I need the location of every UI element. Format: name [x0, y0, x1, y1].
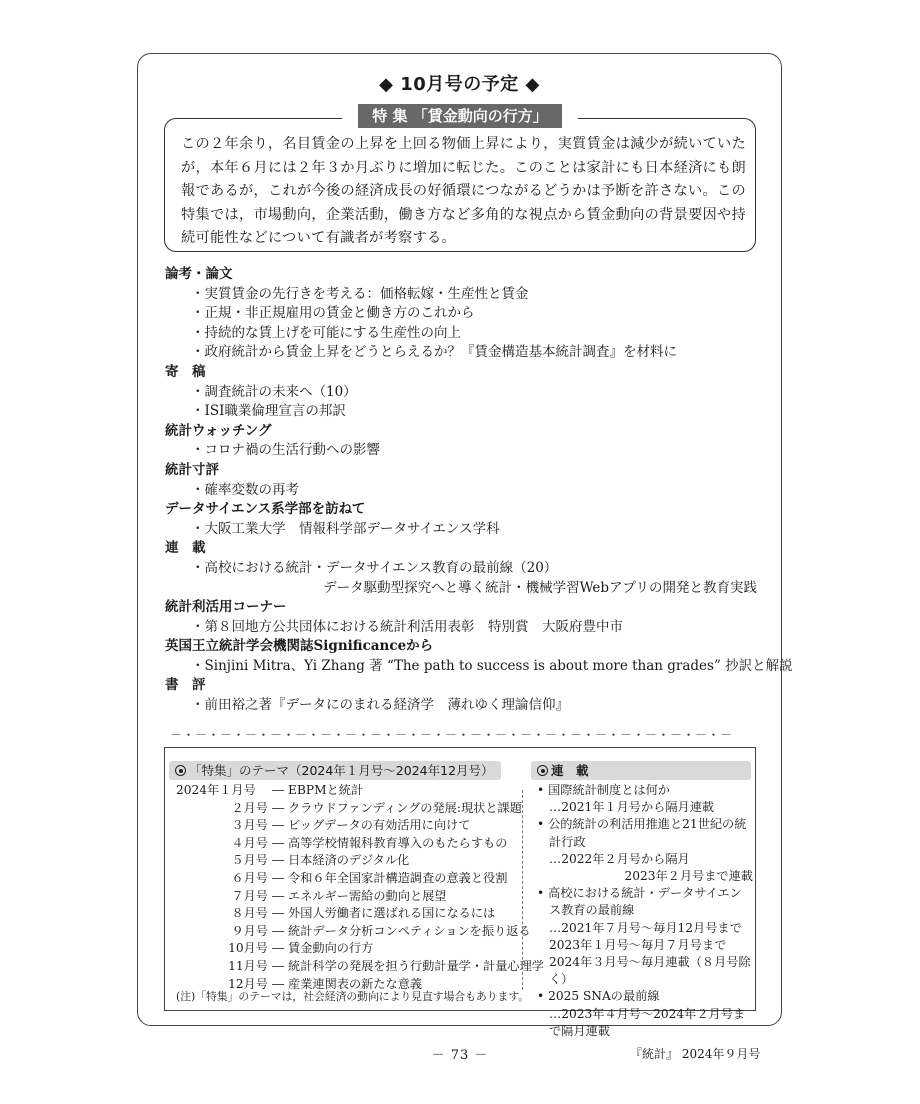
serial-line: • 国際統計制度とは何か: [537, 783, 670, 797]
theme-month: ８月号: [231, 906, 268, 921]
toc-item: ・政府統計から賃金上昇をどうとらえるか？『賃金構造基本統計調査』を材料に: [191, 344, 677, 361]
toc-item: ・コロナ禍の生活行動への影響: [191, 442, 380, 459]
toc-category: 統計寸評: [165, 461, 219, 478]
feature-header: [342, 104, 578, 128]
theme-row: [176, 782, 516, 800]
toc-item: ・大阪工業大学 情報科学部データサイエンス学科: [191, 520, 500, 537]
intro-text: この２年余り，名目賃金の上昇を上回る物価上昇により，実質賃金は減少が続いていたが，本年６月には２年３か月ぶりに増加に転じた。このことは家計にも日本経済にも朗報であるが，これが今後の経済成長の好循環につながるどうかは予断を許さない。この特集では，市場動向，企業活動，働き方など多角的な視点から賃金動向の背景要因や持続可能性などについて有識者が考察する。: [181, 136, 747, 247]
bullseye-icon: [537, 765, 548, 776]
theme-month: ４月号: [231, 835, 268, 850]
theme-title: ― 令和６年全国家計構造調査の意義と役割: [272, 870, 508, 885]
theme-title: ― 統計データ分析コンペティションを振り返る: [272, 923, 531, 938]
column-divider: [522, 790, 523, 990]
serial-line: • 2025 SNAの最前線: [537, 989, 660, 1004]
theme-row: [176, 852, 516, 870]
theme-title: ― 日本経済のデジタル化: [272, 853, 410, 868]
theme-title: ― 産業連関表の新たな意義: [272, 976, 423, 991]
theme-title: ― ビッグデータの有効活用に向けて: [272, 818, 471, 833]
serial-line: …2022年２月号から隔月: [549, 851, 690, 866]
toc-item-continuation: データ駆動型探究へと導く統計・機械学習Webアプリの開発と教育実践: [323, 579, 757, 596]
toc-item: ・持続的な賃上げを可能にする生産性の向上: [191, 324, 461, 341]
serial-list: [537, 782, 753, 1040]
serial-line: …2023年４月号～2024年２月号まで隔月連載: [549, 1006, 746, 1038]
toc-category: 書 評: [165, 677, 206, 694]
theme-title: ― クラウドファンディングの発展:現状と課題: [272, 800, 522, 815]
theme-row: [176, 870, 516, 888]
serial-line: • 高校における統計・データサイエンス教育の最前線: [537, 886, 742, 918]
page-number: － 73 －: [431, 1048, 489, 1063]
serial-line: …2021年１月号から隔月連載: [549, 800, 715, 815]
theme-month: ６月号: [231, 870, 268, 885]
theme-month: 12月号: [228, 976, 268, 991]
themes-note: (注)「特集」のテーマは，社会経済の動向により見直す場合もあります。: [176, 990, 530, 1003]
theme-month: ２月号: [231, 800, 268, 815]
toc-item: ・前田裕之著『データにのまれる経済学 薄れゆく理論信仰』: [191, 697, 569, 714]
toc-item: ・確率変数の再考: [191, 481, 299, 498]
serial-line: 2023年２月号まで連載: [624, 869, 753, 884]
theme-title: ― EBPMと統計: [272, 783, 364, 797]
toc-category: 英国王立統計学会機関誌Significanceから: [165, 638, 434, 655]
page-title: ◆ 10月号の予定 ◆: [379, 74, 540, 95]
serial-header: [531, 761, 751, 780]
toc-item: ・Sinjini Mitra、Yi Zhang 著 “The path to success is about more than grades” 抄訳と解説: [191, 657, 793, 674]
toc-category: 統計利活用コーナー: [165, 599, 287, 616]
toc-item: ・ISI職業倫理宣言の邦訳: [191, 403, 346, 420]
theme-title: ― 外国人労働者に選ばれる国になるには: [272, 906, 496, 921]
theme-month: 10月号: [228, 941, 268, 956]
toc-category: 論考・論文: [165, 266, 233, 282]
toc-item: ・第８回地方公共団体における統計利活用表彰 特別賞 大阪府豊中市: [191, 618, 623, 635]
serial-header-label: 連 載: [551, 763, 589, 778]
theme-row: [176, 817, 516, 835]
serial-line: • 公的統計の利活用推進と21世紀の統計行政: [537, 817, 747, 849]
toc-item: ・高校における統計・データサイエンス教育の最前線（20）: [191, 559, 558, 576]
theme-month: ５月号: [231, 853, 268, 868]
serial-line: 2024年３月号～毎月連載（８月号除く）: [549, 955, 751, 987]
theme-row: [176, 905, 516, 923]
theme-month: ７月号: [231, 888, 268, 903]
theme-month: ９月号: [231, 923, 268, 938]
toc-item: ・調査統計の未来へ（10）: [191, 383, 357, 400]
table-of-contents: [165, 265, 793, 716]
themes-list: [176, 782, 544, 993]
toc-category: 寄 稿: [165, 363, 206, 380]
toc-item: ・実質賃金の先行きを考える：価格転嫁・生産性と賃金: [191, 285, 529, 302]
feature-title: 特 集 「賃金動向の行方」: [358, 104, 561, 128]
theme-row: [176, 958, 544, 976]
theme-title: ― 統計科学の発展を担う行動計量学・計量心理学: [272, 958, 544, 973]
theme-title: ― エネルギー需給の動向と展望: [272, 888, 447, 903]
theme-row: [176, 835, 516, 853]
toc-category: 統計ウォッチング: [165, 422, 272, 439]
serial-line: 2023年１月号～毎月７月号まで: [549, 937, 727, 952]
themes-header: [169, 761, 501, 780]
theme-row: [176, 923, 531, 941]
theme-month: 2024年１月号: [176, 783, 256, 797]
theme-title: ― 高等学校情報科教育導入のもたらすもの: [272, 835, 508, 850]
dashed-separator: －・－・－・－・－・－・－・－・－・－・－・－・－・－・－・－・－・－・－・－・－・－・－: [170, 728, 733, 742]
theme-row: [176, 940, 516, 958]
theme-month: ３月号: [231, 818, 268, 833]
theme-title: ― 賃金動向の行方: [272, 941, 374, 956]
theme-row: [176, 888, 516, 906]
magazine-issue: 『統計』 2024年９月号: [630, 1047, 761, 1061]
toc-category: 連 載: [165, 540, 206, 557]
bullseye-icon: [175, 765, 186, 776]
theme-row: [176, 800, 522, 818]
toc-category: データサイエンス系学部を訪ねて: [165, 501, 366, 518]
serial-line: …2021年７月号～毎月12月号まで: [549, 920, 742, 935]
toc-item: ・正規・非正規雇用の賃金と働き方のこれから: [191, 305, 475, 322]
theme-month: 11月号: [228, 958, 268, 973]
themes-header-label: 「特集」のテーマ（2024年１月号～2024年12月号）: [189, 763, 494, 778]
